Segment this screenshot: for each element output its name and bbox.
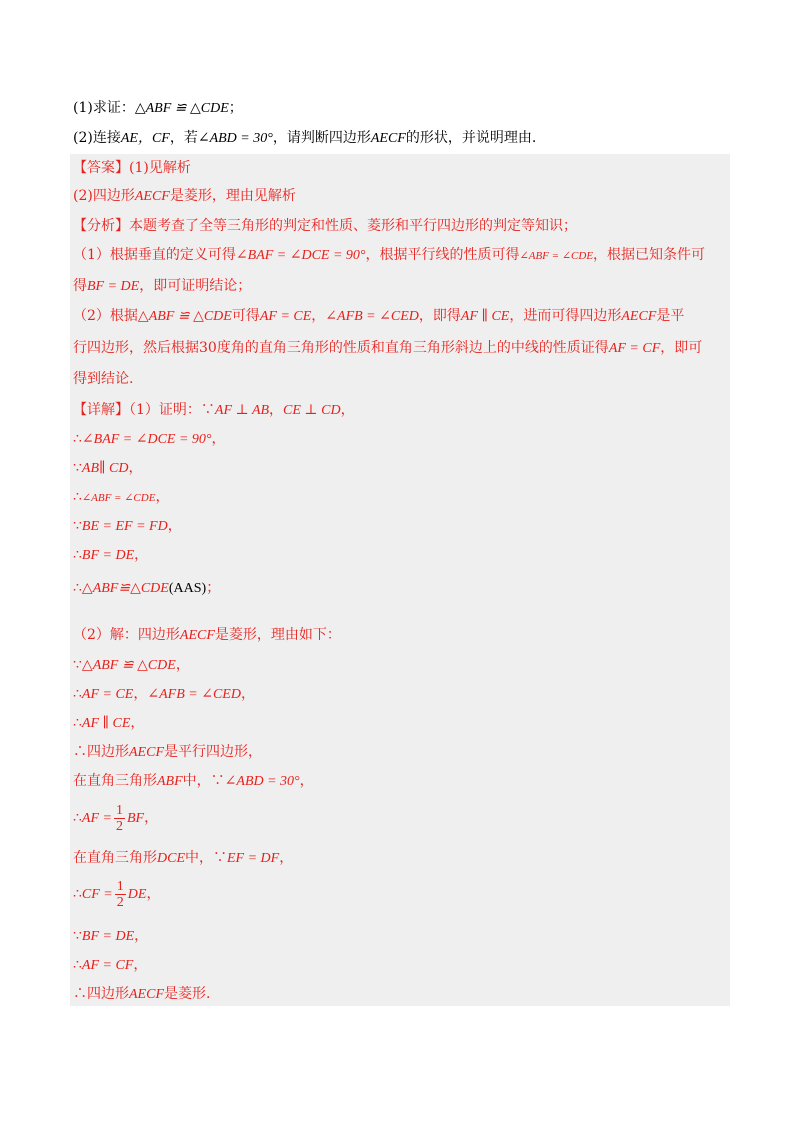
q1-end: ； <box>228 100 243 116</box>
detail-math: DCE <box>157 851 185 866</box>
detail-t12 <box>73 984 210 1005</box>
fraction-numerator: 1 <box>116 878 124 894</box>
detail-text: ∴ <box>73 580 82 596</box>
detail-t7 <box>73 802 158 835</box>
analysis-p2-cont <box>73 338 702 359</box>
detail-s1 <box>73 400 355 421</box>
analysis-math: △ABF ≌ △CDE <box>137 309 232 324</box>
detail-math: ∠BAF = ∠DCE = 90° <box>81 432 212 447</box>
detail-text: ∴ <box>73 686 82 702</box>
detail-text: ， <box>133 686 148 702</box>
detail-text: 中，∵ <box>182 773 225 789</box>
q2-math: AE，CF <box>120 131 170 146</box>
detail-t4 <box>73 713 144 734</box>
detail-t11 <box>73 955 147 976</box>
detail-text: 是菱形. <box>164 986 211 1002</box>
detail-text: ∵ <box>73 518 82 534</box>
detail-text: ， <box>167 518 182 534</box>
detail-t6 <box>73 771 314 792</box>
analysis-text: 得 <box>73 278 87 294</box>
detail-text: ， <box>299 773 314 789</box>
analysis-text: ，根据已知条件可 <box>593 247 706 263</box>
detail-text: ， <box>133 957 148 973</box>
detail-text: ； <box>206 580 221 596</box>
detail-text: ， <box>134 928 149 944</box>
detail-text: ∴四边形 <box>73 986 129 1002</box>
detail-text: ， <box>146 886 161 902</box>
detail-text: 是菱形，理由如下： <box>214 627 341 643</box>
detail-t10 <box>73 926 148 947</box>
detail-text: ∴ <box>73 489 82 505</box>
analysis-math: AF ∥ CE <box>460 309 510 324</box>
detail-text: 在直角三角形 <box>73 773 157 789</box>
detail-math: DE <box>127 887 147 902</box>
q2-text: ，请判断四边形 <box>272 130 371 146</box>
detail-text: ∴ <box>73 957 82 973</box>
analysis-text: 是平 <box>656 308 685 324</box>
detail-text: ， <box>130 715 145 731</box>
detail-math: AECF <box>129 745 164 760</box>
q2-text: (2)连接 <box>73 130 121 146</box>
analysis-title: 【分析】本题考查了全等三角形的判定和性质、菱形和平行四边形的判定等知识； <box>73 218 577 234</box>
answer-text: (2)四边形 <box>73 188 135 204</box>
analysis-math: ∠BAF = ∠DCE = 90° <box>235 248 366 263</box>
analysis-p1-cont <box>73 276 251 297</box>
detail-s2 <box>73 429 226 450</box>
detail-text: ∴ <box>73 547 82 563</box>
detail-t1 <box>73 625 341 646</box>
fraction-numerator: 1 <box>115 802 123 818</box>
detail-s5 <box>73 516 182 537</box>
detail-t9 <box>73 878 160 911</box>
answer-line-2 <box>73 186 296 207</box>
detail-math: BF = DE <box>81 548 135 563</box>
detail-text: 中，∵ <box>185 850 227 866</box>
analysis-text: （1）根据垂直的定义可得 <box>73 247 236 263</box>
detail-text: ∴ <box>73 715 82 731</box>
detail-text: ∴ <box>73 810 82 826</box>
analysis-text: ，根据平行线的性质可得 <box>365 247 520 263</box>
detail-s7 <box>73 578 220 599</box>
analysis-math: ∠ABF = ∠CDE <box>519 250 594 262</box>
detail-text: 是平行四边形， <box>164 744 262 760</box>
analysis-math: BF = DE <box>87 279 140 294</box>
detail-text: ， <box>155 489 170 505</box>
detail-math: ∠ABD = 30° <box>224 774 300 789</box>
analysis-text: ，即可证明结论； <box>139 278 252 294</box>
analysis-text: ，进而可得四边形 <box>509 308 622 324</box>
detail-math: ∠AFB = ∠CED <box>147 687 241 702</box>
detail-text: ， <box>128 460 143 476</box>
detail-text: ， <box>134 547 149 563</box>
detail-t2 <box>73 655 190 676</box>
analysis-text: 行四边形，然后根据30度角的直角三角形的性质和直角三角形斜边上的中线的性质证得 <box>73 340 609 356</box>
question-1 <box>73 98 243 119</box>
detail-text: ， <box>211 431 226 447</box>
detail-math: ABF <box>157 774 183 789</box>
analysis-math: AECF <box>621 309 657 324</box>
analysis-text: ， <box>311 308 326 324</box>
answer-title: 【答案】(1)见解析 <box>73 160 191 176</box>
detail-math: ∠ABF = ∠CDE <box>81 492 156 504</box>
detail-t8 <box>73 848 293 869</box>
detail-text: ， <box>240 686 255 702</box>
detail-text: ， <box>269 402 284 418</box>
detail-math: BF = DE <box>81 929 135 944</box>
detail-text: ∵ <box>73 460 82 476</box>
detail-math: AF ⊥ AB <box>214 403 270 418</box>
q1-math: △ABF ≌ △CDE <box>134 101 229 116</box>
analysis-text: 可得 <box>231 308 260 324</box>
detail-math: CF = <box>81 887 113 902</box>
detail-math: BF <box>126 811 145 826</box>
detail-math: AECF <box>179 628 215 643</box>
q1-label: (1)求证： <box>73 100 135 116</box>
detail-math: △ABF ≌ △CDE <box>81 658 176 673</box>
detail-math: CE ⊥ CD <box>283 403 341 418</box>
detail-text: ， <box>175 657 190 673</box>
detail-t3 <box>73 684 255 705</box>
detail-math: AF = CE <box>81 687 134 702</box>
detail-text: ∵ <box>73 657 82 673</box>
detail-text: ∵ <box>73 928 82 944</box>
fraction <box>114 803 125 834</box>
fraction-denominator: 2 <box>115 818 123 834</box>
q2-math: ∠ABD = 30° <box>197 131 273 146</box>
detail-text: 在直角三角形 <box>73 850 157 866</box>
detail-math: EF = DF <box>227 851 280 866</box>
fraction <box>115 879 126 910</box>
detail-math: AECF <box>129 987 164 1002</box>
detail-s3 <box>73 458 142 479</box>
analysis-text: （2）根据 <box>73 308 138 324</box>
analysis-math: ∠AFB = ∠CED <box>325 309 419 324</box>
detail-math: △ABF≌△CDE <box>81 581 169 596</box>
analysis-math: AF = CF <box>608 341 661 356</box>
analysis-math: AF = CE <box>259 309 312 324</box>
detail-text: ， <box>144 810 159 826</box>
detail-text: ， <box>340 402 355 418</box>
detail-text: ∴ <box>73 886 82 902</box>
detail-math: AF ∥ CE <box>81 716 131 731</box>
detail-math: BE = EF = FD <box>81 519 168 534</box>
analysis-text: ，即得 <box>418 308 461 324</box>
detail-text: ， <box>279 850 294 866</box>
question-2 <box>73 128 536 149</box>
detail-text: 【详解】（1）证明：∵ <box>73 402 215 418</box>
detail-aas: (AAS) <box>168 581 207 596</box>
analysis-p2 <box>73 306 684 327</box>
detail-text: （2）解：四边形 <box>73 627 180 643</box>
analysis-text: ，即可 <box>660 340 703 356</box>
q2-text: 的形状，并说明理由. <box>405 130 537 146</box>
q2-text: ，若 <box>169 130 198 146</box>
detail-math: AF = <box>81 811 112 826</box>
fraction-denominator: 2 <box>116 894 124 910</box>
detail-math: AF = CF <box>81 958 134 973</box>
detail-s6 <box>73 545 148 566</box>
q2-math: AECF <box>370 131 406 146</box>
detail-s4 <box>73 487 169 508</box>
detail-math: AB∥ CD <box>81 461 129 476</box>
answer-text: 是菱形，理由见解析 <box>169 188 296 204</box>
detail-text: ∴ <box>73 431 82 447</box>
detail-t5 <box>73 742 262 763</box>
analysis-p1 <box>73 245 705 266</box>
detail-text: ∴四边形 <box>73 744 129 760</box>
answer-math: AECF <box>134 189 170 204</box>
analysis-p2-end: 得到结论. <box>73 371 134 387</box>
